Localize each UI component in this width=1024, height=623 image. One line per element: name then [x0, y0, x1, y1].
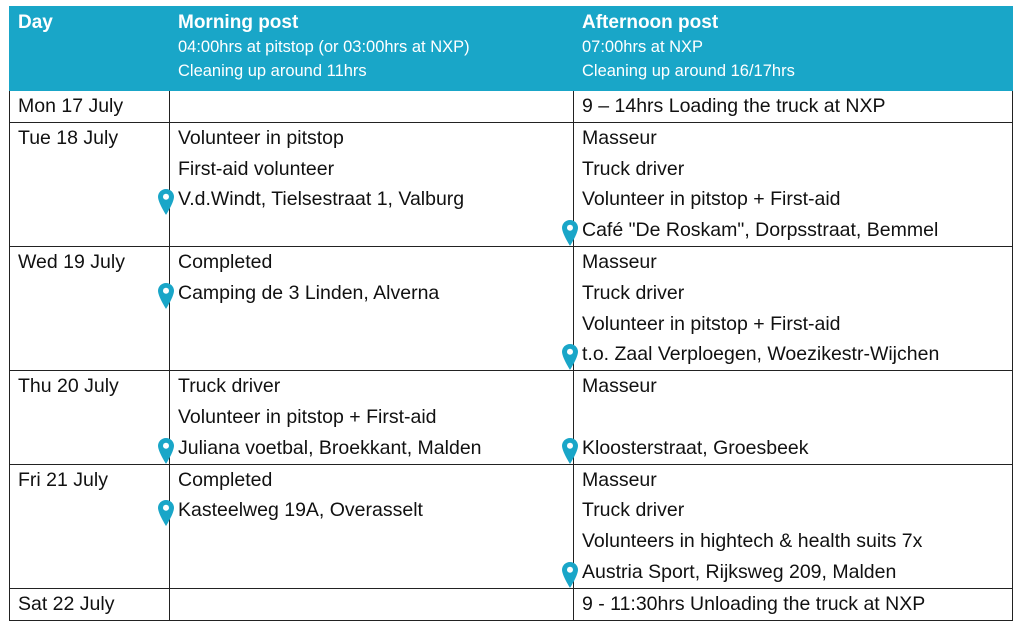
morning-cell: [170, 91, 574, 123]
header-morning-title: Morning post: [178, 12, 299, 33]
morning-cell: [170, 246, 574, 370]
location-text: Kloosterstraat, Groesbeek: [582, 436, 809, 459]
afternoon-cell: [574, 464, 1013, 588]
task-line: Truck driver: [582, 499, 685, 522]
header-row: [10, 7, 1013, 91]
day-cell: Thu 20 July: [10, 371, 170, 464]
location-text: V.d.Windt, Tielsestraat 1, Valburg: [178, 188, 465, 211]
task-line: Masseur: [582, 468, 657, 491]
location-text: Juliana voetbal, Broekkant, Malden: [178, 436, 482, 459]
header-morning-time: 04:00hrs at pitstop (or 03:00hrs at NXP): [178, 38, 470, 56]
map-pin-icon: [562, 220, 578, 246]
map-pin-icon: [158, 438, 174, 464]
map-pin-icon: [562, 438, 578, 464]
location-text: Austria Sport, Rijksweg 209, Malden: [582, 560, 897, 583]
map-pin-icon: [562, 344, 578, 370]
header-morning-cleanup: Cleaning up around 11hrs: [178, 62, 367, 80]
location-line: [178, 433, 565, 464]
location-line: [178, 278, 565, 309]
location-line: [582, 433, 1004, 464]
header-afternoon-title: Afternoon post: [582, 12, 719, 33]
header-morning: [170, 7, 574, 91]
afternoon-cell: [574, 246, 1013, 370]
header-day-title: Day: [18, 12, 53, 33]
blank-line: [582, 402, 1004, 433]
afternoon-cell: [574, 371, 1013, 464]
table-row: [10, 122, 1013, 246]
task-line: Masseur: [582, 375, 657, 398]
task-line: Truck driver: [582, 157, 685, 180]
header-afternoon: [574, 7, 1013, 91]
table-row: [10, 588, 1013, 620]
location-line: [178, 184, 565, 215]
day-cell: Tue 18 July: [10, 122, 170, 246]
morning-cell: [170, 371, 574, 464]
day-cell: Sat 22 July: [10, 588, 170, 620]
task-line: Truck driver: [178, 375, 281, 398]
map-pin-icon: [158, 500, 174, 526]
task-line: First-aid volunteer: [178, 157, 335, 180]
task-line: Volunteer in pitstop + First-aid: [582, 188, 841, 211]
afternoon-cell: [574, 122, 1013, 246]
day-cell: Mon 17 July: [10, 91, 170, 123]
task-line: Volunteer in pitstop + First-aid: [178, 405, 437, 428]
task-line: Volunteer in pitstop + First-aid: [582, 312, 841, 335]
afternoon-cell: [574, 588, 1013, 620]
location-line: [582, 557, 1004, 588]
location-line: [582, 215, 1004, 246]
map-pin-icon: [158, 283, 174, 309]
task-line: Masseur: [582, 250, 657, 273]
location-line: [582, 339, 1004, 370]
schedule-table: [9, 6, 1013, 621]
morning-cell: [170, 464, 574, 588]
header-afternoon-time: 07:00hrs at NXP: [582, 38, 704, 56]
day-cell: Wed 19 July: [10, 246, 170, 370]
day-cell: Fri 21 July: [10, 464, 170, 588]
table-row: [10, 464, 1013, 588]
location-text: Kasteelweg 19A, Overasselt: [178, 499, 423, 522]
header-day: [10, 7, 170, 91]
task-line: 9 - 11:30hrs Unloading the truck at NXP: [582, 592, 926, 615]
morning-cell: [170, 588, 574, 620]
location-text: Café "De Roskam", Dorpsstraat, Bemmel: [582, 219, 939, 242]
location-line: [178, 495, 565, 526]
task-line: Volunteer in pitstop: [178, 126, 344, 149]
task-line: Completed: [178, 250, 273, 273]
task-line: Volunteers in hightech & health suits 7x: [582, 530, 923, 553]
afternoon-cell: [574, 91, 1013, 123]
map-pin-icon: [158, 189, 174, 215]
task-line: Truck driver: [582, 281, 685, 304]
table-row: [10, 91, 1013, 123]
task-line: Masseur: [582, 126, 657, 149]
location-text: Camping de 3 Linden, Alverna: [178, 281, 440, 304]
morning-cell: [170, 122, 574, 246]
location-text: t.o. Zaal Verploegen, Woezikestr-Wijchen: [582, 343, 940, 366]
table-row: [10, 246, 1013, 370]
header-afternoon-cleanup: Cleaning up around 16/17hrs: [582, 62, 795, 80]
task-line: Completed: [178, 468, 273, 491]
task-line: 9 – 14hrs Loading the truck at NXP: [582, 95, 886, 117]
map-pin-icon: [562, 562, 578, 588]
table-row: [10, 371, 1013, 464]
